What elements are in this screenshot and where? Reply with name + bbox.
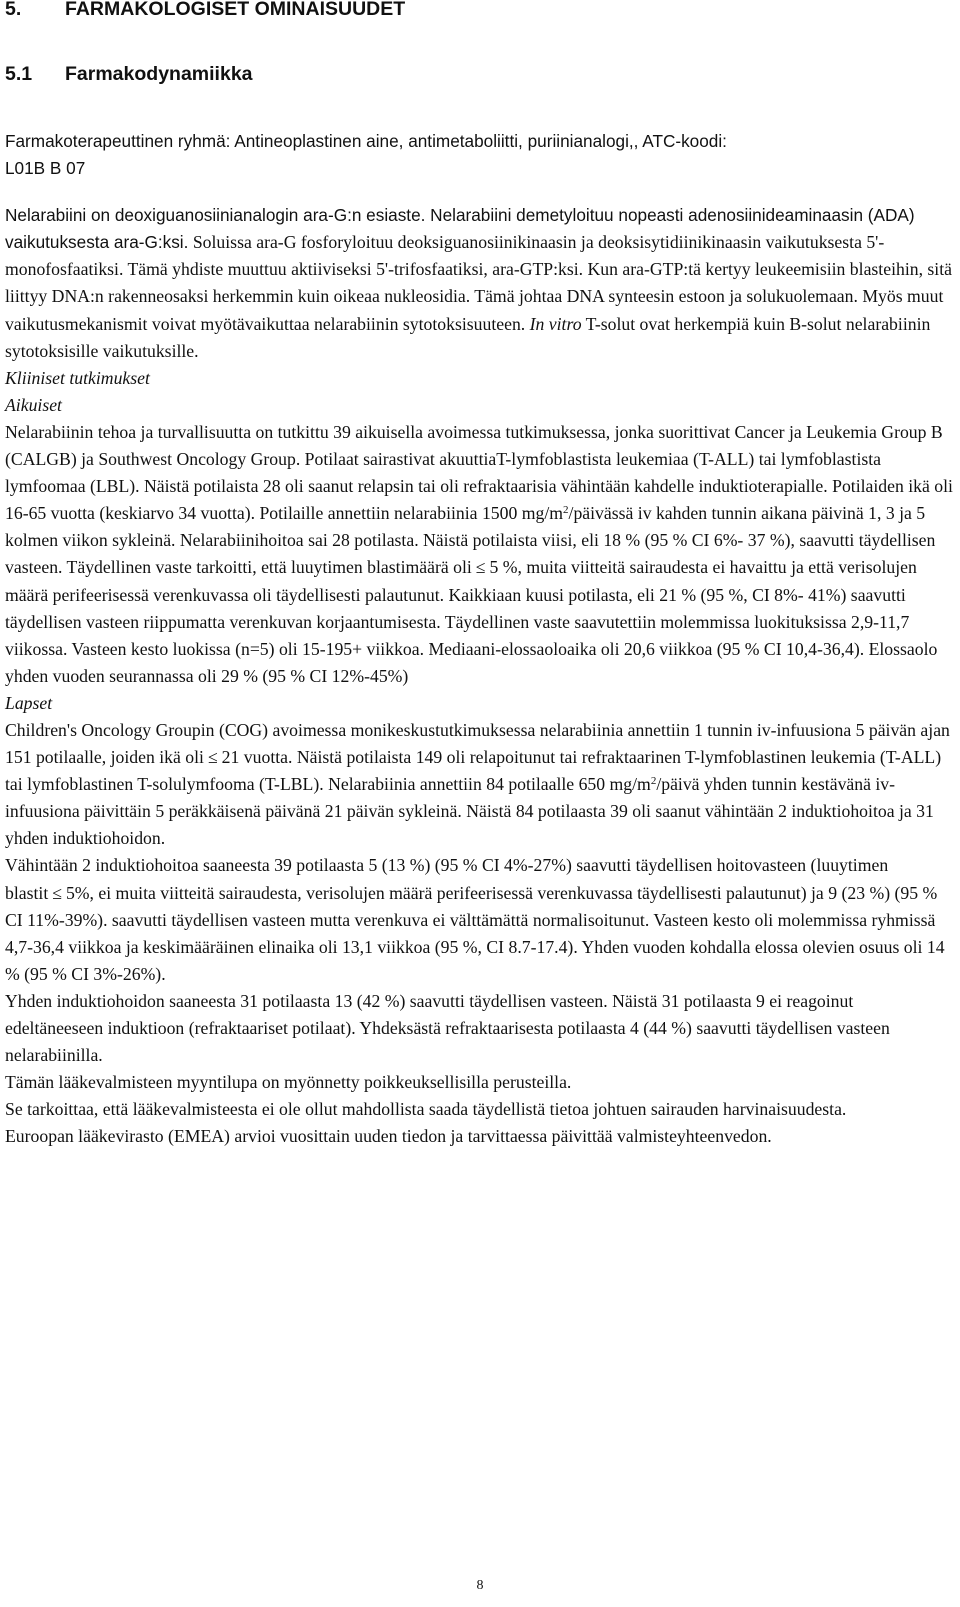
subsection-heading bbox=[5, 63, 253, 86]
therapeutic-group-line-1: Farmakoterapeuttinen ryhmä: Antineoplastinen aine, antimetaboliitti, puriinianalogi,, ATC-koodi: bbox=[5, 131, 727, 151]
mechanism-sentence-2: Nelarabiini demetyloituu nopeasti adenosiinideaminaasin (ADA) vaikutuksesta ara-G:ksi. bbox=[5, 205, 915, 253]
section-title: FARMAKOLOGISET OMINAISUUDET bbox=[65, 0, 406, 20]
less-or-equal-symbol: ≤ bbox=[475, 557, 486, 578]
closing-paragraph-1: Tämän lääkevalmisteen myyntilupa on myönnetty poikkeuksellisilla perusteilla. bbox=[5, 1072, 572, 1093]
mechanism-sentence-3: Soluissa ara-G fosforyloituu deoksiguanosiinikinaasin ja deoksisytidiinikinaasin vaikutuksesta 5'-monofosfaatiksi. Tämä yhdiste muuttuu aktiiviseksi 5'-trifosfaatiksi, ara-GTP:ksi. Kun ara-GTP:tä kertyy leukeemisiin blasteihin, sitä liittyy DNA:n rakenneosaksi herkemmin kuin oikeaa nukleosidia. Tämä johtaa DNA synteesin estoon ja solukuolemaan. Myös muut vaikutusmekanismit voivat myötävaikuttaa nelarabiinin sytotoksisuuteen. bbox=[5, 232, 952, 334]
mechanism-sentence-4: T-solut ovat herkempiä kuin B-solut nelarabiinin sytotoksisille vaikutuksille. bbox=[5, 313, 931, 361]
closing-paragraph-2: Se tarkoittaa, että lääkevalmisteesta ei ole ollut mahdollista saada täydellistä tietoa johtuen sairauden harvinaisuudesta. bbox=[5, 1099, 847, 1120]
children-superscript: 2 bbox=[650, 775, 657, 788]
adults-text-3: 5 %, muita viitteitä sairaudesta ei havaittu ja että verisolujen määrä perifeerisessä verenkuvassa oli täydellisesti palautunut. Kaikkiaan kuusi potilasta, eli 21 % (95 %, CI 8%- 41%) saavutti täydellisen vasteen riippumatta verenkuvan korjaantumisesta. Täydellinen vaste saavutettiin molemmissa luokituksissa 2,9-11,7 viikossa. Vasteen kesto luokissa (n=5) oli 15-195+ viikkoa. Mediaani-elossaoloaika oli 20,6 viikkoa (95 % CI 10,4-36,4). Elossaolo yhden vuoden seurannassa oli 29 % (95 % CI 12%-45%) bbox=[5, 557, 938, 686]
subsection-number: 5.1 bbox=[5, 63, 33, 85]
children-paragraph-2 bbox=[5, 852, 955, 987]
less-or-equal-symbol: ≤ bbox=[52, 882, 62, 903]
adults-text-1: Nelarabiinin tehoa ja turvallisuutta on tutkittu 39 aikuisella avoimessa tutkimuksessa, jonka suorittivat Cancer ja Leukemia Group B (CALGB) ja Southwest Oncology Group. Potilaat sairastivat akuuttiaT-lymfoblastista leukemiaa (T-ALL) tai lymfoblastista lymfoomaa (LBL). Näistä potilaista 28 oli saanut relapsin tai oli refraktaarisia vähintään kahdelle induktioterapialle. Potilaiden ikä oli 16-65 vuotta (keskiarvo 34 vuotta). Potilaille annettiin nelarabiinia 1500 mg/m bbox=[5, 421, 953, 524]
less-or-equal-symbol: ≤ bbox=[207, 747, 218, 768]
section-heading bbox=[5, 0, 405, 21]
closing-paragraph-3: Euroopan lääkevirasto (EMEA) arvioi vuosittain uuden tiedon ja tarvittaessa päivittää valmisteyhteenvedon. bbox=[5, 1126, 772, 1147]
page-number: 8 bbox=[476, 1578, 484, 1593]
children-text-3: /päivä yhden tunnin kestävänä iv-infuusiona päivittäin 5 peräkkäisenä päivänä 21 päivän sykleinä. Näistä 84 potilaasta 39 oli saanut vähintään 2 induktiohoitoa ja 31 yhden induktiohoidon. bbox=[5, 774, 934, 849]
children-paragraph-1 bbox=[5, 717, 955, 852]
mechanism-sentence-1: Nelarabiini on deoxiguanosiinianalogin ara-G:n esiaste. bbox=[5, 205, 426, 226]
therapeutic-group bbox=[5, 128, 955, 182]
adults-text-2: /päivässä iv kahden tunnin aikana päivinä 1, 3 ja 5 kolmen viikon sykleinä. Nelarabiinihoitoa sai 28 potilasta. Näistä potilaista viisi, eli 18 % (95 % CI 6%- 37 %), saavutti täydellisen vasteen. Täydellinen vaste tarkoitti, että luuytimen blastimäärä oli bbox=[5, 503, 936, 578]
children-text-4b: 5%, ei muita viitteitä sairaudesta, verisolujen määrä perifeerisessä verenkuvassa täydellisesti palautunut) ja 9 (23 %) (95 % CI 11%-39%). saavutti täydellisen vasteen mutta verenkuva ei välttämättä normalisoitunut. Vasteen kesto oli molemmissa ryhmissä 4,7-36,4 viikkoa ja keskimääräinen elinaika oli 13,1 viikkoa (95 %, CI 8.7-17.4). Yhden vuoden kohdalla elossa olevien osuus oli 14 % (95 % CI 3%-26%). bbox=[5, 882, 945, 984]
document-body bbox=[5, 128, 955, 1150]
in-vitro-term: In vitro bbox=[529, 313, 582, 334]
adults-heading: Aikuiset bbox=[5, 394, 62, 415]
children-paragraph-3: Yhden induktiohoidon saaneesta 31 potilaasta 13 (42 %) saavutti täydellisen vasteen. Näistä 31 potilaasta 9 ei reagoinut edeltäneeseen induktioon (refraktaariset potilaat). Yhdeksästä refraktaarisesta potilaasta 4 (44 %) saavutti täydellisen vasteen nelarabiinilla. bbox=[5, 990, 890, 1066]
children-text-4a: Vähintään 2 induktiohoitoa saaneesta 39 potilaasta 5 (13 %) (95 % CI 4%-27%) saavutti täydellisen hoitovasteen (luuytimen blastit bbox=[5, 855, 889, 903]
therapeutic-group-line-2: L01B B 07 bbox=[5, 158, 86, 179]
subsection-title: Farmakodynamiikka bbox=[65, 63, 253, 85]
mechanism-paragraph bbox=[5, 202, 955, 365]
children-text-2: 21 vuotta. Näistä potilaista 149 oli relapoitunut tai refraktaarinen T-lymfoblastinen leukemia (T-ALL) tai lymfoblastinen T-solulymfooma (T-LBL). Nelarabiinia annettiin 84 potilaalle 650 mg/m bbox=[5, 747, 942, 795]
adults-superscript: 2 bbox=[563, 504, 569, 517]
children-text-1: Children's Oncology Groupin (COG) avoimessa monikeskustutkimuksessa nelarabiinia annettiin 1 tunnin iv-infuusiona 5 päivän ajan 151 potilaalle, joiden ikä oli bbox=[5, 719, 950, 768]
children-heading: Lapset bbox=[5, 692, 53, 713]
adults-paragraph bbox=[5, 419, 955, 690]
clinical-studies-heading: Kliiniset tutkimukset bbox=[5, 367, 150, 388]
section-number: 5. bbox=[5, 0, 22, 20]
